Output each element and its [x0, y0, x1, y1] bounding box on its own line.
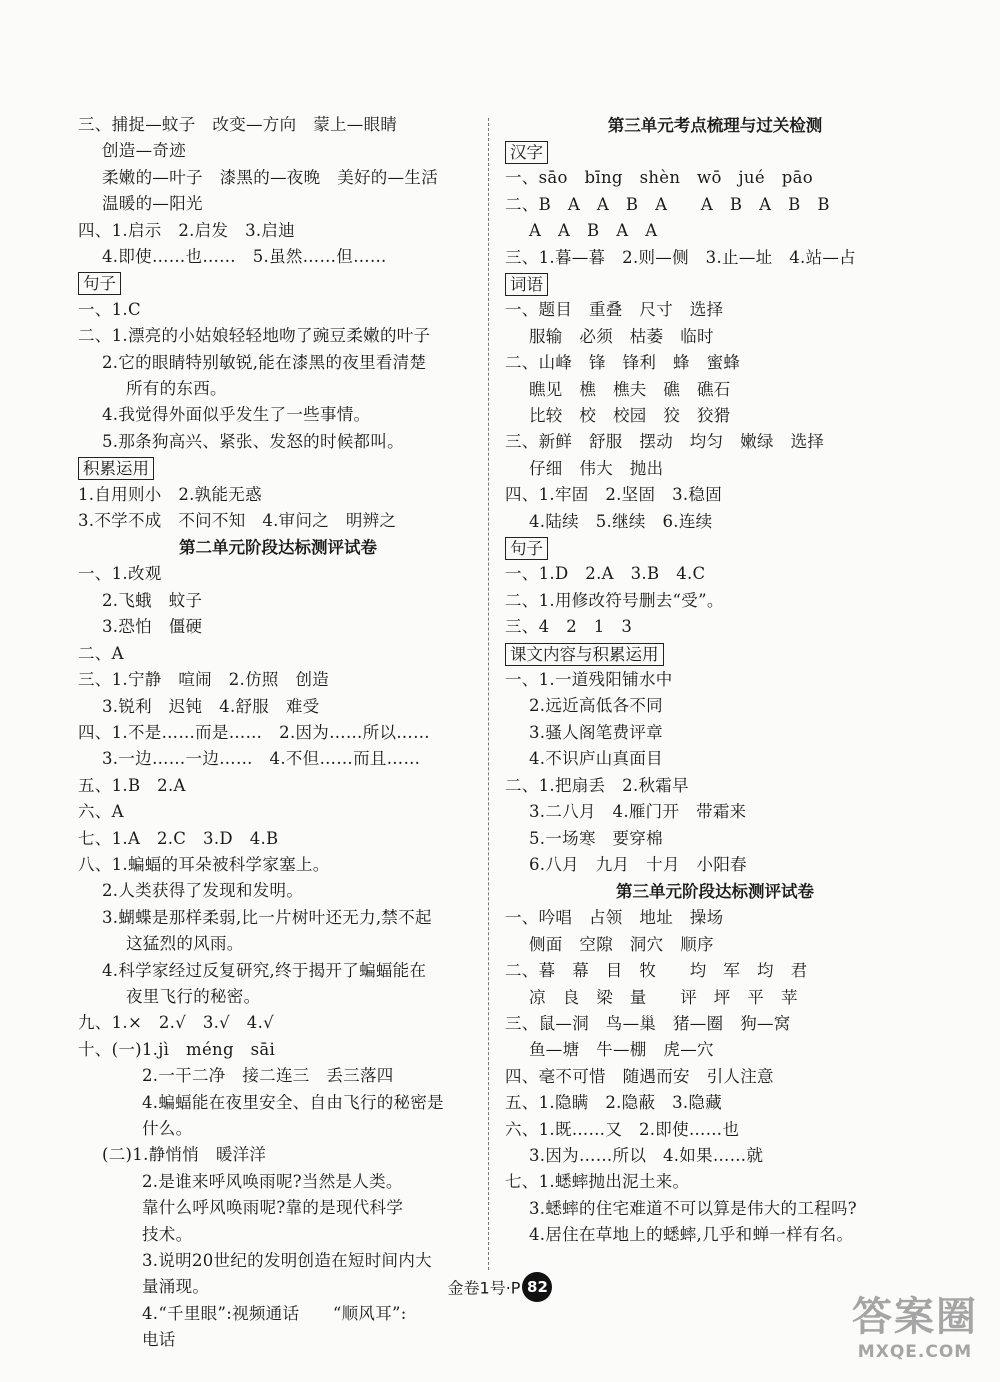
section-heading: 第三单元考点梳理与过关检测 — [607, 116, 823, 135]
footer-label: 金卷1号·P — [447, 1278, 521, 1298]
answer-line: 2.是谁来呼风唤雨呢?当然是人类。 — [142, 1171, 403, 1191]
section-label-row — [78, 270, 478, 296]
answer-line: 3.蟋蟀的住宅难道不可以算是伟大的工程吗? — [529, 1198, 857, 1218]
section-heading: 第二单元阶段达标测评试卷 — [179, 538, 377, 558]
answer-line: 什么。 — [142, 1119, 193, 1138]
answer-line: 八、1.蝙蝠的耳朵被科学家塞上。 — [78, 854, 330, 874]
left-column — [78, 112, 478, 1354]
answer-line: 五、1.隐瞒 2.隐蔽 3.隐藏 — [505, 1093, 723, 1113]
answer-line: 四、1.启示 2.启发 3.启迪 — [78, 220, 296, 240]
answer-line: 技术。 — [142, 1224, 193, 1244]
answer-line: 3.蝴蝶是那样柔弱,比一片树叶还无力,禁不起 — [102, 907, 432, 927]
answer-line: 三、鼠—洞 鸟—巢 猪—圈 狗—窝 — [505, 1013, 791, 1033]
answer-line: 3.一边……一边…… 4.不但……而且…… — [102, 749, 421, 769]
answer-line: 一、sāo bīng shèn wō jué pāo — [505, 168, 813, 188]
answer-line: A A B A A — [529, 221, 658, 241]
answer-line: 服输 必须 枯萎 临时 — [529, 326, 714, 346]
answer-line: 六、1.既……又 2.即使……也 — [505, 1119, 740, 1139]
answer-line: 柔嫩的—叶子 漆黑的—夜晚 美好的—生活 — [102, 167, 438, 187]
column-divider — [488, 118, 489, 1270]
answer-line: 4.居住在草地上的蟋蟀,几乎和蝉一样有名。 — [529, 1225, 854, 1245]
answer-line: 创造—奇迹 — [102, 141, 186, 161]
answer-line: 二、1.把扇丢 2.秋霜早 — [505, 775, 689, 795]
section-label: 句子 — [505, 537, 548, 560]
right-column — [505, 112, 925, 1249]
answer-line: 3.骚人阁笔费评章 — [529, 722, 663, 742]
answer-line: 4.陆续 5.继续 6.连续 — [529, 511, 713, 531]
section-label-row — [505, 271, 925, 297]
section-label-row — [78, 455, 478, 481]
answer-line: 2.人类获得了发现和发明。 — [102, 881, 304, 901]
answer-line: 5.一场寒 要穿棉 — [529, 828, 663, 848]
answer-line: 三、1.暮—暮 2.则—侧 3.止—址 4.站—占 — [505, 247, 856, 267]
answer-line: 七、1.蟋蟀抛出泥土来。 — [505, 1172, 690, 1192]
answer-line: 二、A — [78, 643, 124, 663]
answer-line: 2.飞蛾 蚊子 — [102, 590, 203, 610]
answer-line: 3.锐利 迟钝 4.舒服 难受 — [102, 696, 320, 716]
answer-line: 3.说明20世纪的发明创造在短时间内大 — [142, 1251, 432, 1271]
answer-line: 凉 良 梁 量 评 坪 平 苹 — [529, 987, 798, 1007]
answer-line: 四、1.不是……而是…… 2.因为……所以…… — [78, 722, 430, 742]
answer-line: (二)1.静悄悄 暖洋洋 — [102, 1145, 267, 1165]
section-heading: 第三单元阶段达标测评试卷 — [616, 882, 814, 902]
page-footer — [0, 1272, 1000, 1302]
answer-line: 比较 校 校园 狡 狡猾 — [529, 406, 731, 426]
answer-line: 所有的东西。 — [126, 379, 227, 399]
page-number: 82 — [522, 1272, 552, 1302]
answer-line: 一、1.一道残阳铺水中 — [505, 670, 673, 690]
answer-line: 4.即使……也…… 5.虽然……但…… — [102, 247, 387, 267]
answer-line: 三、新鲜 舒服 摆动 均匀 嫩绿 选择 — [505, 432, 825, 452]
answer-line: 2.一干二净 接二连三 丢三落四 — [142, 1066, 394, 1086]
answer-line: 3.因为……所以 4.如果……就 — [529, 1145, 764, 1165]
answer-line: 2.远近高低各不同 — [529, 696, 663, 716]
answer-line: 4.不识庐山真面目 — [529, 749, 663, 769]
answer-line: 一、1.C — [78, 299, 141, 319]
answer-line: 二、1.用修改符号删去“受”。 — [505, 590, 724, 610]
answer-line: 一、题目 重叠 尺寸 选择 — [505, 300, 724, 320]
answer-line: 侧面 空隙 洞穴 顺序 — [529, 934, 714, 954]
answer-line: 二、1.漂亮的小姑娘轻轻地吻了豌豆柔嫩的叶子 — [78, 326, 431, 346]
answer-line: 一、1.改观 — [78, 564, 162, 584]
answer-line: 四、毫不可惜 随遇而安 引人注意 — [505, 1066, 774, 1086]
answer-line: 电话 — [142, 1330, 176, 1350]
answer-line: 十、(一)1.jì méng sāi — [78, 1039, 276, 1059]
answer-line: 夜里飞行的秘密。 — [126, 986, 261, 1006]
answer-line: 九、1.× 2.√ 3.√ 4.√ — [78, 1013, 274, 1033]
answer-line: 2.它的眼睛特别敏锐,能在漆黑的夜里看清楚 — [102, 352, 427, 372]
answer-line: 4.蝙蝠能在夜里安全、自由飞行的秘密是 — [142, 1092, 444, 1112]
answer-line: 四、1.牢固 2.坚固 3.稳固 — [505, 485, 723, 505]
answer-line: 三、1.宁静 喧闹 2.仿照 创造 — [78, 670, 330, 690]
answer-line: 5.那条狗高兴、紧张、发怒的时候都叫。 — [102, 431, 404, 451]
answer-line: 五、1.B 2.A — [78, 775, 186, 795]
section-label-row — [505, 641, 925, 667]
section-label-row — [505, 139, 925, 165]
answer-line: 仔细 伟大 抛出 — [529, 458, 664, 478]
answer-line: 二、山峰 锋 锋利 蜂 蜜蜂 — [505, 353, 741, 373]
answer-line: 量涌现。 — [142, 1277, 210, 1297]
answer-line: 3.恐怕 僵硬 — [102, 617, 203, 637]
answer-line: 三、4 2 1 3 — [505, 617, 633, 637]
section-label: 词语 — [505, 273, 548, 296]
answer-line: 这猛烈的风雨。 — [126, 934, 244, 954]
section-label: 句子 — [78, 272, 121, 295]
watermark-site: MXQE.COM — [857, 1342, 973, 1362]
section-label-row — [505, 535, 925, 561]
watermark — [852, 1285, 978, 1362]
answer-line: 4.科学家经过反复研究,终于揭开了蝙蝠能在 — [102, 960, 427, 980]
answer-line: 1.自用则小 2.孰能无惑 — [78, 484, 262, 504]
answer-line: 3.不学不成 不问不知 4.审问之 明辨之 — [78, 511, 397, 531]
answer-line: 三、捕捉—蚊子 改变—方向 蒙上—眼睛 — [78, 115, 398, 134]
answer-line: 瞧见 樵 樵夫 礁 礁石 — [529, 379, 731, 399]
answer-line: 七、1.A 2.C 3.D 4.B — [78, 828, 279, 848]
answer-line: 鱼—塘 牛—棚 虎—穴 — [529, 1040, 714, 1060]
answer-line: 4.“千里眼”:视频通话 “顺风耳”: — [142, 1303, 407, 1323]
section-label: 汉字 — [505, 141, 548, 164]
answer-line: 六、A — [78, 802, 124, 822]
answer-line: 一、1.D 2.A 3.B 4.C — [505, 564, 706, 584]
answer-line: 3.二八月 4.雁门开 带霜来 — [529, 802, 747, 822]
answer-line: 二、B A A B A A B A B B — [505, 194, 830, 214]
answer-line: 靠什么呼风唤雨呢?靠的是现代科学 — [142, 1198, 404, 1218]
answer-line: 6.八月 九月 十月 小阳春 — [529, 854, 747, 874]
section-label: 积累运用 — [78, 457, 154, 480]
watermark-logo: 答案圈 — [852, 1294, 978, 1340]
answer-line: 4.我觉得外面似乎发生了一些事情。 — [102, 405, 371, 425]
answer-line: 一、吟唱 占领 地址 操场 — [505, 908, 724, 928]
answer-line: 温暖的—阳光 — [102, 194, 203, 214]
answer-line: 二、暮 幕 目 牧 均 军 均 君 — [505, 961, 808, 981]
section-label: 课文内容与积累运用 — [505, 643, 664, 666]
